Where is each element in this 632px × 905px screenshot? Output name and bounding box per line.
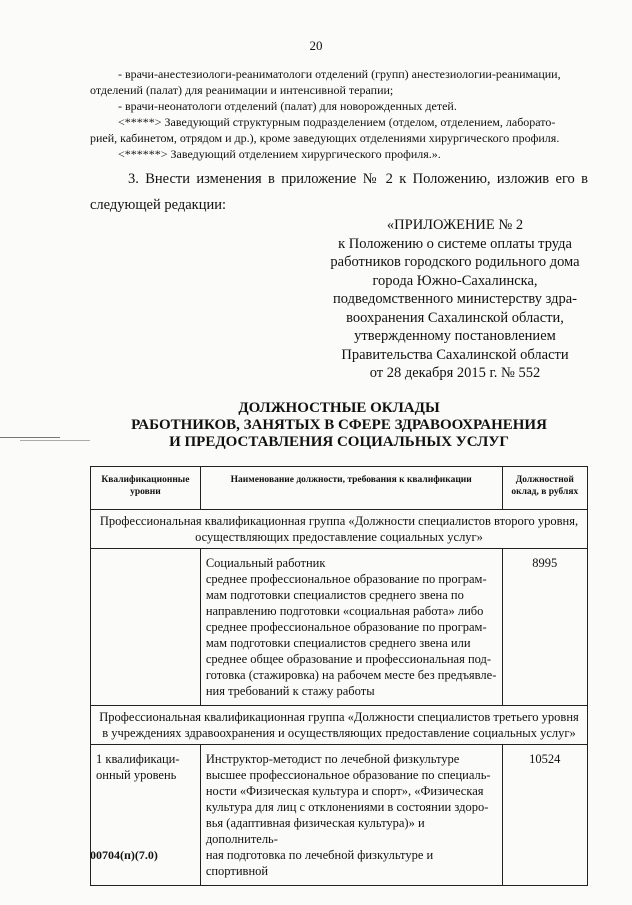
group-title: Профессиональная квалификационная группа «Должности специалистов второго уровня, осуществляющих предоставление социальных услуг» — [91, 510, 588, 549]
document-title — [90, 400, 588, 451]
table-header-row — [91, 467, 588, 510]
position-line: среднее общее образование и профессиональная под- — [205, 652, 492, 666]
salary-table — [90, 466, 588, 886]
appendix-line: к Положению о системе оплаты труда — [338, 235, 572, 252]
scan-artifact-line — [20, 440, 90, 441]
cell-salary: 10524 — [502, 745, 587, 886]
level-line: 1 квалификаци- — [96, 752, 180, 766]
position-line: ности «Физическая культура и спорт», «Физическая — [205, 784, 484, 798]
table-row — [91, 745, 588, 886]
intro-text — [90, 66, 588, 162]
position-line: Инструктор-методист по лечебной физкультуре — [205, 752, 460, 766]
appendix-line: подведомственного министерству здра- — [333, 291, 577, 307]
position-line: среднее профессиональное образование по програм- — [205, 620, 487, 634]
group-title: Профессиональная квалификационная группа «Должности специалистов третьего уровня в учреждениях здравоохранения и осуществляющих предоставление социальных услуг» — [91, 706, 588, 745]
position-line: Социальный работник — [205, 556, 326, 570]
title-line: И ПРЕДОСТАВЛЕНИЯ СОЦИАЛЬНЫХ УСЛУГ — [169, 434, 509, 450]
appendix-line: от 28 декабря 2015 г. № 552 — [369, 365, 541, 381]
table-group-row — [91, 706, 588, 745]
cell-level — [91, 549, 201, 706]
position-line: готовка (стажировка) на рабочем месте без предъявле- — [205, 668, 497, 682]
title-line: ДОЛЖНОСТНЫЕ ОКЛАДЫ — [238, 400, 440, 416]
position-line: культура для лиц с отклонениями в состоянии здоро- — [205, 800, 489, 814]
position-line: мам подготовки специалистов среднего звена или — [205, 636, 471, 650]
cell-level — [91, 745, 201, 886]
table-group-row — [91, 510, 588, 549]
position-line: ная подготовка по лечебной физкультуре и спортивной — [205, 848, 434, 878]
intro-line: рией, кабинетом, отрядом и др.), кроме заведующих отделениями хирургического профиля. — [90, 131, 560, 145]
header-levels: Квалификационные уровни — [91, 467, 201, 510]
intro-line: <******> Заведующий отделением хирургического профиля.». — [118, 147, 441, 161]
intro-line: - врачи-неонатологи отделений (палат) для новорожденных детей. — [118, 99, 457, 113]
item-3-paragraph: 3. Внести изменения в приложение № 2 к Положению, изложив его в следующей редакции: — [90, 171, 588, 213]
cell-position — [200, 745, 502, 886]
title-line: РАБОТНИКОВ, ЗАНЯТЫХ В СФЕРЕ ЗДРАВООХРАНЕНИЯ — [131, 417, 547, 433]
appendix-line: «ПРИЛОЖЕНИЕ № 2 — [386, 217, 524, 233]
header-salary: Должностной оклад, в рублях — [502, 467, 587, 510]
position-line: мам подготовки специалистов среднего звена по — [205, 588, 464, 602]
intro-line: - врачи-анестезиологи-реаниматологи отделений (групп) анестезиологии-реанимации, — [118, 67, 561, 81]
appendix-line: города Южно-Сахалинска, — [372, 272, 538, 289]
position-line: направлению подготовки «социальная работа» либо — [205, 604, 484, 618]
cell-salary: 8995 — [502, 549, 587, 706]
appendix-line: Правительства Сахалинской области — [341, 346, 569, 363]
appendix-line: утвержденному постановлением — [354, 328, 556, 344]
scan-artifact-line — [0, 437, 60, 438]
page-number: 20 — [309, 38, 323, 53]
intro-line: отделений (палат) для реанимации и интенсивной терапии; — [90, 83, 394, 97]
header-position: Наименование должности, требования к квалификации — [200, 467, 502, 510]
position-line: вья (адаптивная физическая культура)» и дополнитель- — [205, 816, 425, 846]
position-line: среднее профессиональное образование по програм- — [205, 572, 487, 586]
level-line: онный уровень — [96, 768, 177, 782]
table-row — [91, 549, 588, 706]
appendix-line: воохранения Сахалинской области, — [346, 309, 564, 326]
appendix-header — [300, 216, 610, 383]
intro-line: <*****> Заведующий структурным подразделением (отделом, отделением, лаборато- — [118, 115, 556, 129]
position-line: ния требований к стажу работы — [205, 684, 375, 698]
appendix-line: работников городского родильного дома — [330, 254, 580, 270]
position-line: высшее профессиональное образование по специаль- — [205, 768, 491, 782]
footer-code: 00704(п)(7.0) — [90, 848, 158, 862]
cell-position — [200, 549, 502, 706]
